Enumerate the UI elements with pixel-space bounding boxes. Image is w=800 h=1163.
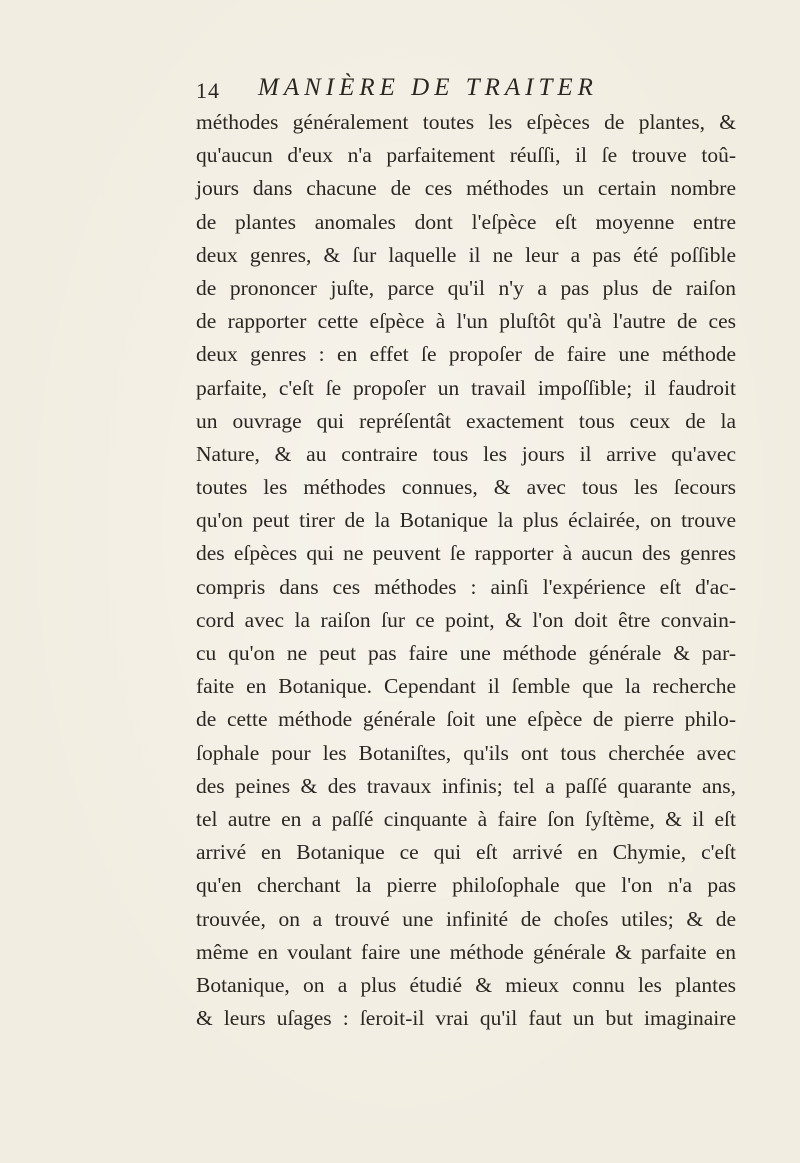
text-line: Botanique, on a plus étudié & mieux connu les plantes [196,972,736,997]
page-number: 14 [196,78,220,103]
text-line: Nature, & au contraire tous les jours il arrive qu'avec [196,441,736,466]
text-line: arrivé en Botanique ce qui eſt arrivé en Chymie, c'eſt [196,840,736,865]
running-title: MANIÈRE DE TRAITER [258,74,598,101]
text-line: qu'en cherchant la pierre philoſophale que l'on n'a pas [196,873,736,898]
text-line: de cette méthode générale ſoit une eſpèce de pierre philo- [196,707,736,732]
text-line: qu'aucun d'eux n'a parfaitement réuſſi, il ſe trouve toû- [196,143,736,168]
text-line: jours dans chacune de ces méthodes un certain nombre [196,176,736,201]
text-line: qu'on peut tirer de la Botanique la plus éclairée, on trouve [196,508,736,533]
text-line: des eſpèces qui ne peuvent ſe rapporter à aucun des genres [196,541,736,566]
text-line: & leurs uſages : ſeroit-il vrai qu'il faut un but imaginaire [196,1006,736,1031]
text-line: méthodes généralement toutes les eſpèces de plantes, & [196,110,736,134]
text-line: faite en Botanique. Cependant il ſemble que la recherche [196,674,736,699]
running-head [196,74,736,104]
text-line: des peines & des travaux infinis; tel a paſſé quarante ans, [196,773,736,798]
text-line: même en voulant faire une méthode générale & parfaite en [196,939,736,964]
text-line: toutes les méthodes connues, & avec tous les ſecours [196,475,736,500]
text-line: un ouvrage qui repréſentât exactement tous ceux de la [196,408,736,433]
body-text [196,106,736,1035]
text-line: ſophale pour les Botaniſtes, qu'ils ont tous cherchée avec [196,740,736,765]
text-line: deux genres, & ſur laquelle il ne leur a pas été poſſible [196,242,736,267]
text-line: cu qu'on ne peut pas faire une méthode générale & par- [196,641,736,665]
text-line: de rapporter cette eſpèce à l'un pluſtôt qu'à l'autre de ces [196,309,736,334]
text-line: trouvée, on a trouvé une infinité de choſes utiles; & de [196,906,736,931]
text-line: deux genres : en effet ſe propoſer de faire une méthode [196,342,736,367]
text-line: de plantes anomales dont l'eſpèce eſt moyenne entre [196,209,736,234]
text-line: tel autre en a paſſé cinquante à faire ſon ſyſtème, & il eſt [196,806,736,831]
text-line: parfaite, c'eſt ſe propoſer un travail impoſſible; il faudroit [196,375,736,400]
text-line: de prononcer juſte, parce qu'il n'y a pas plus de raiſon [196,275,736,300]
text-line: cord avec la raiſon ſur ce point, & l'on doit être convain- [196,607,736,632]
text-line: compris dans ces méthodes : ainſi l'expérience eſt d'ac- [196,574,736,599]
